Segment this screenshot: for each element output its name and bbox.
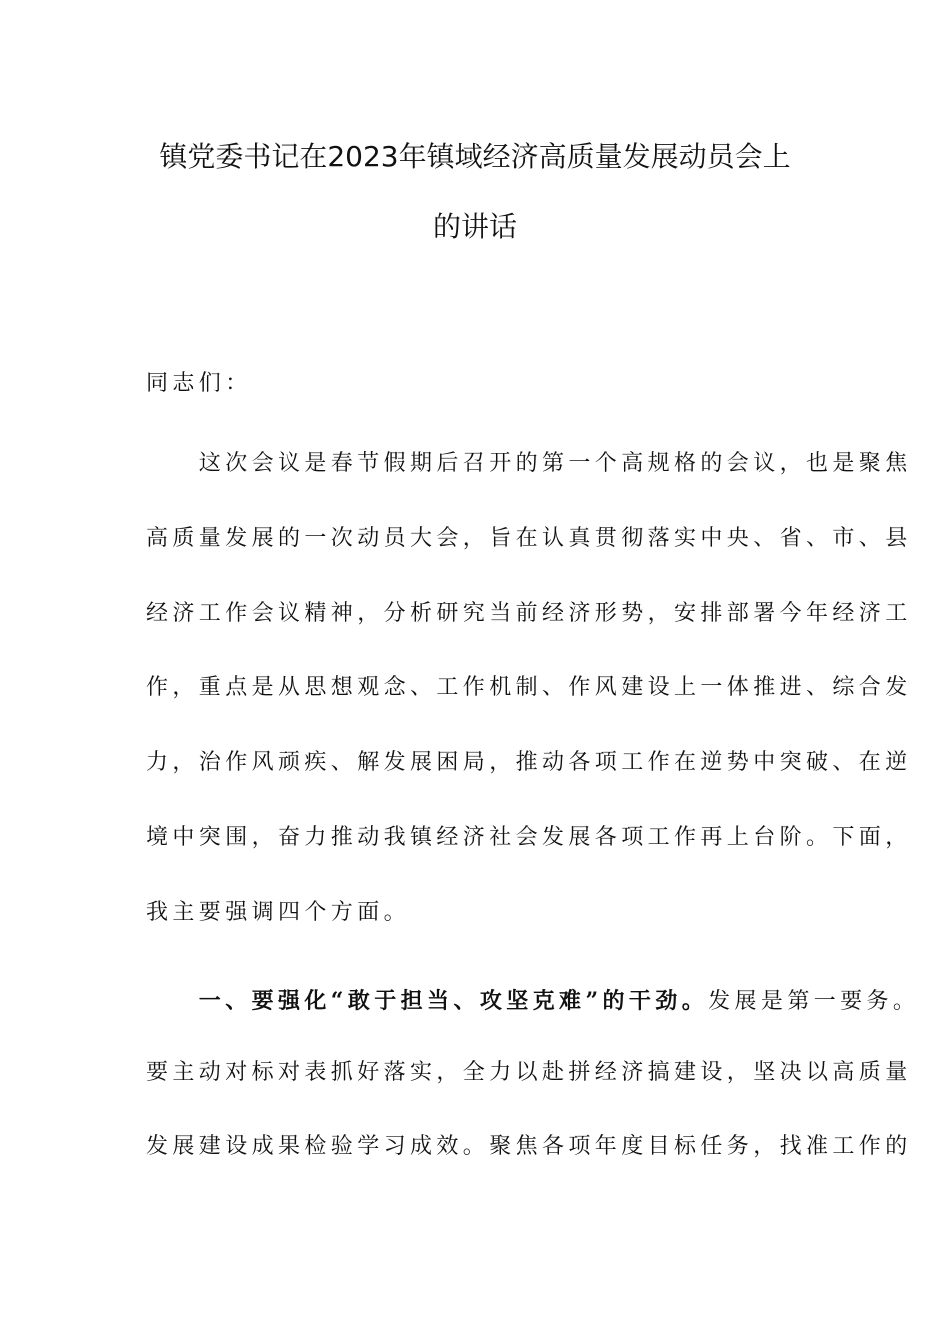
paragraph-1-line-6: 境中突围，奋力推动我镇经济社会发展各项工作再上台阶。下面， (146, 825, 912, 850)
salutation: 同志们： (146, 371, 252, 396)
paragraph-2-line-2: 要主动对标对表抓好落实，全力以赴拼经济搞建设，坚决以高质量 (146, 1060, 912, 1085)
paragraph-2-line-1-rest: 发展是第一要务。 (708, 989, 920, 1014)
paragraph-1-line-7: 我主要强调四个方面。 (146, 900, 411, 925)
paragraph-2-line-3: 发展建设成果检验学习成效。聚焦各项年度目标任务，找准工作的 (146, 1134, 912, 1159)
paragraph-1-line-3: 经济工作会议精神，分析研究当前经济形势，安排部署今年经济工 (146, 601, 912, 626)
document-title-line-2: 的讲话 (432, 210, 517, 243)
paragraph-1-line-1: 这次会议是春节假期后召开的第一个高规格的会议，也是聚焦 (146, 451, 912, 476)
section-heading-1: 一、要强化“敢于担当、攻坚克难”的干劲。 (146, 988, 709, 1014)
paragraph-1-line-4: 作，重点是从思想观念、工作机制、作风建设上一体推进、综合发 (146, 675, 912, 700)
paragraph-1-line-2: 高质量发展的一次动员大会，旨在认真贯彻落实中央、省、市、县 (146, 526, 912, 551)
paragraph-2-line-1 (146, 984, 920, 1015)
paragraph-1-line-5: 力，治作风顽疾、解发展困局，推动各项工作在逆势中突破、在逆 (146, 750, 912, 775)
document-title-line-1: 镇党委书记在2023年镇域经济高质量发展动员会上 (159, 140, 791, 173)
